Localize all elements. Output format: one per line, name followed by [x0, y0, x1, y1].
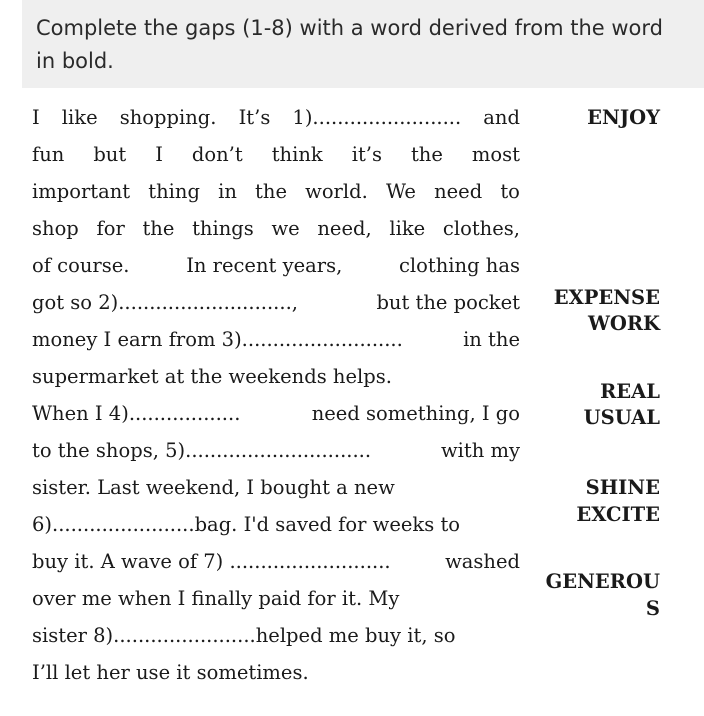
passage-segment: over me when I finally paid for it. My [32, 587, 400, 610]
passage-segment: shopping. [119, 106, 217, 129]
base-word-1: ENJOY [587, 106, 660, 129]
instruction-text: Complete the gaps (1-8) with a word derived from the word in bold. [36, 16, 663, 73]
base-word-5: USUAL [583, 406, 660, 429]
passage-segment: fun [32, 143, 65, 166]
passage-segment: things [192, 217, 254, 240]
passage-segment: clothes, [442, 217, 520, 240]
passage-segment: clothing has [399, 254, 520, 277]
passage-segment: the [255, 180, 287, 203]
passage-segment: shop [32, 217, 79, 240]
passage-segment: got so 2)............................, [32, 291, 298, 314]
passage-segment: and [483, 106, 520, 129]
passage-line [32, 503, 520, 540]
passage-segment: I [32, 106, 40, 129]
passage-segment: for [96, 217, 125, 240]
passage-segment: most [471, 143, 520, 166]
base-word-8-part1: GENEROU [545, 570, 660, 593]
base-word-2: EXPENSE [553, 286, 660, 309]
base-word-8-part2: S [645, 597, 660, 620]
passage-segment: we [271, 217, 300, 240]
passage-segment: sister. Last weekend, I bought a new [32, 476, 395, 499]
passage-segment: In recent years, [186, 254, 343, 277]
passage-text [32, 96, 520, 688]
passage-segment: like [389, 217, 426, 240]
passage-line [32, 170, 520, 207]
passage-line [32, 614, 520, 651]
passage-segment: need, [317, 217, 372, 240]
passage-segment: I’ll let her use it sometimes. [32, 661, 309, 684]
passage-segment: 1)........................ [292, 106, 462, 129]
passage-segment: the [142, 217, 175, 240]
passage-segment: in the [463, 328, 520, 351]
passage-segment: to the shops, 5).............................. [32, 439, 372, 462]
passage-line [32, 466, 520, 503]
passage-segment: world. [305, 180, 368, 203]
passage-line [32, 651, 520, 688]
passage-segment: thing [148, 180, 200, 203]
passage-segment: We [385, 180, 416, 203]
passage-segment: but [93, 143, 127, 166]
passage-segment: It’s [238, 106, 271, 129]
passage-segment: think [271, 143, 323, 166]
passage-line [32, 577, 520, 614]
instruction-box [22, 0, 704, 88]
passage-line [32, 429, 520, 466]
passage-segment: in [218, 180, 237, 203]
passage-line [32, 355, 520, 392]
passage-line [32, 318, 520, 355]
passage-segment: When I 4).................. [32, 402, 241, 425]
passage-segment: to [500, 180, 520, 203]
passage-line [32, 244, 520, 281]
passage-line [32, 207, 520, 244]
passage-segment: need something, I go [311, 402, 520, 425]
base-word-7: EXCITE [576, 503, 660, 526]
base-word-3: WORK [587, 312, 660, 335]
passage-line [32, 540, 520, 577]
passage-segment: it’s [351, 143, 382, 166]
passage-segment: like [61, 106, 98, 129]
passage-segment: important [32, 180, 131, 203]
passage-segment: buy it. A wave of 7) .......................... [32, 550, 391, 573]
passage-line [32, 281, 520, 318]
passage-segment: with my [440, 439, 520, 462]
passage-segment: need [434, 180, 483, 203]
passage-segment: sister 8).......................helped me buy it, so [32, 624, 456, 647]
passage-segment: but the pocket [376, 291, 520, 314]
passage-line [32, 392, 520, 429]
passage-line [32, 96, 520, 133]
passage-line [32, 133, 520, 170]
passage-segment: supermarket at the weekends helps. [32, 365, 392, 388]
passage-segment: money I earn from 3).......................... [32, 328, 403, 351]
passage-segment: don’t [191, 143, 243, 166]
passage-segment: of course. [32, 254, 130, 277]
passage-segment: the [410, 143, 443, 166]
base-word-4: REAL [600, 380, 660, 403]
passage-segment: I [155, 143, 163, 166]
passage-segment: washed [445, 550, 520, 573]
passage-segment: 6).......................bag. I'd saved for weeks to [32, 513, 461, 536]
base-word-6: SHINE [585, 476, 660, 499]
